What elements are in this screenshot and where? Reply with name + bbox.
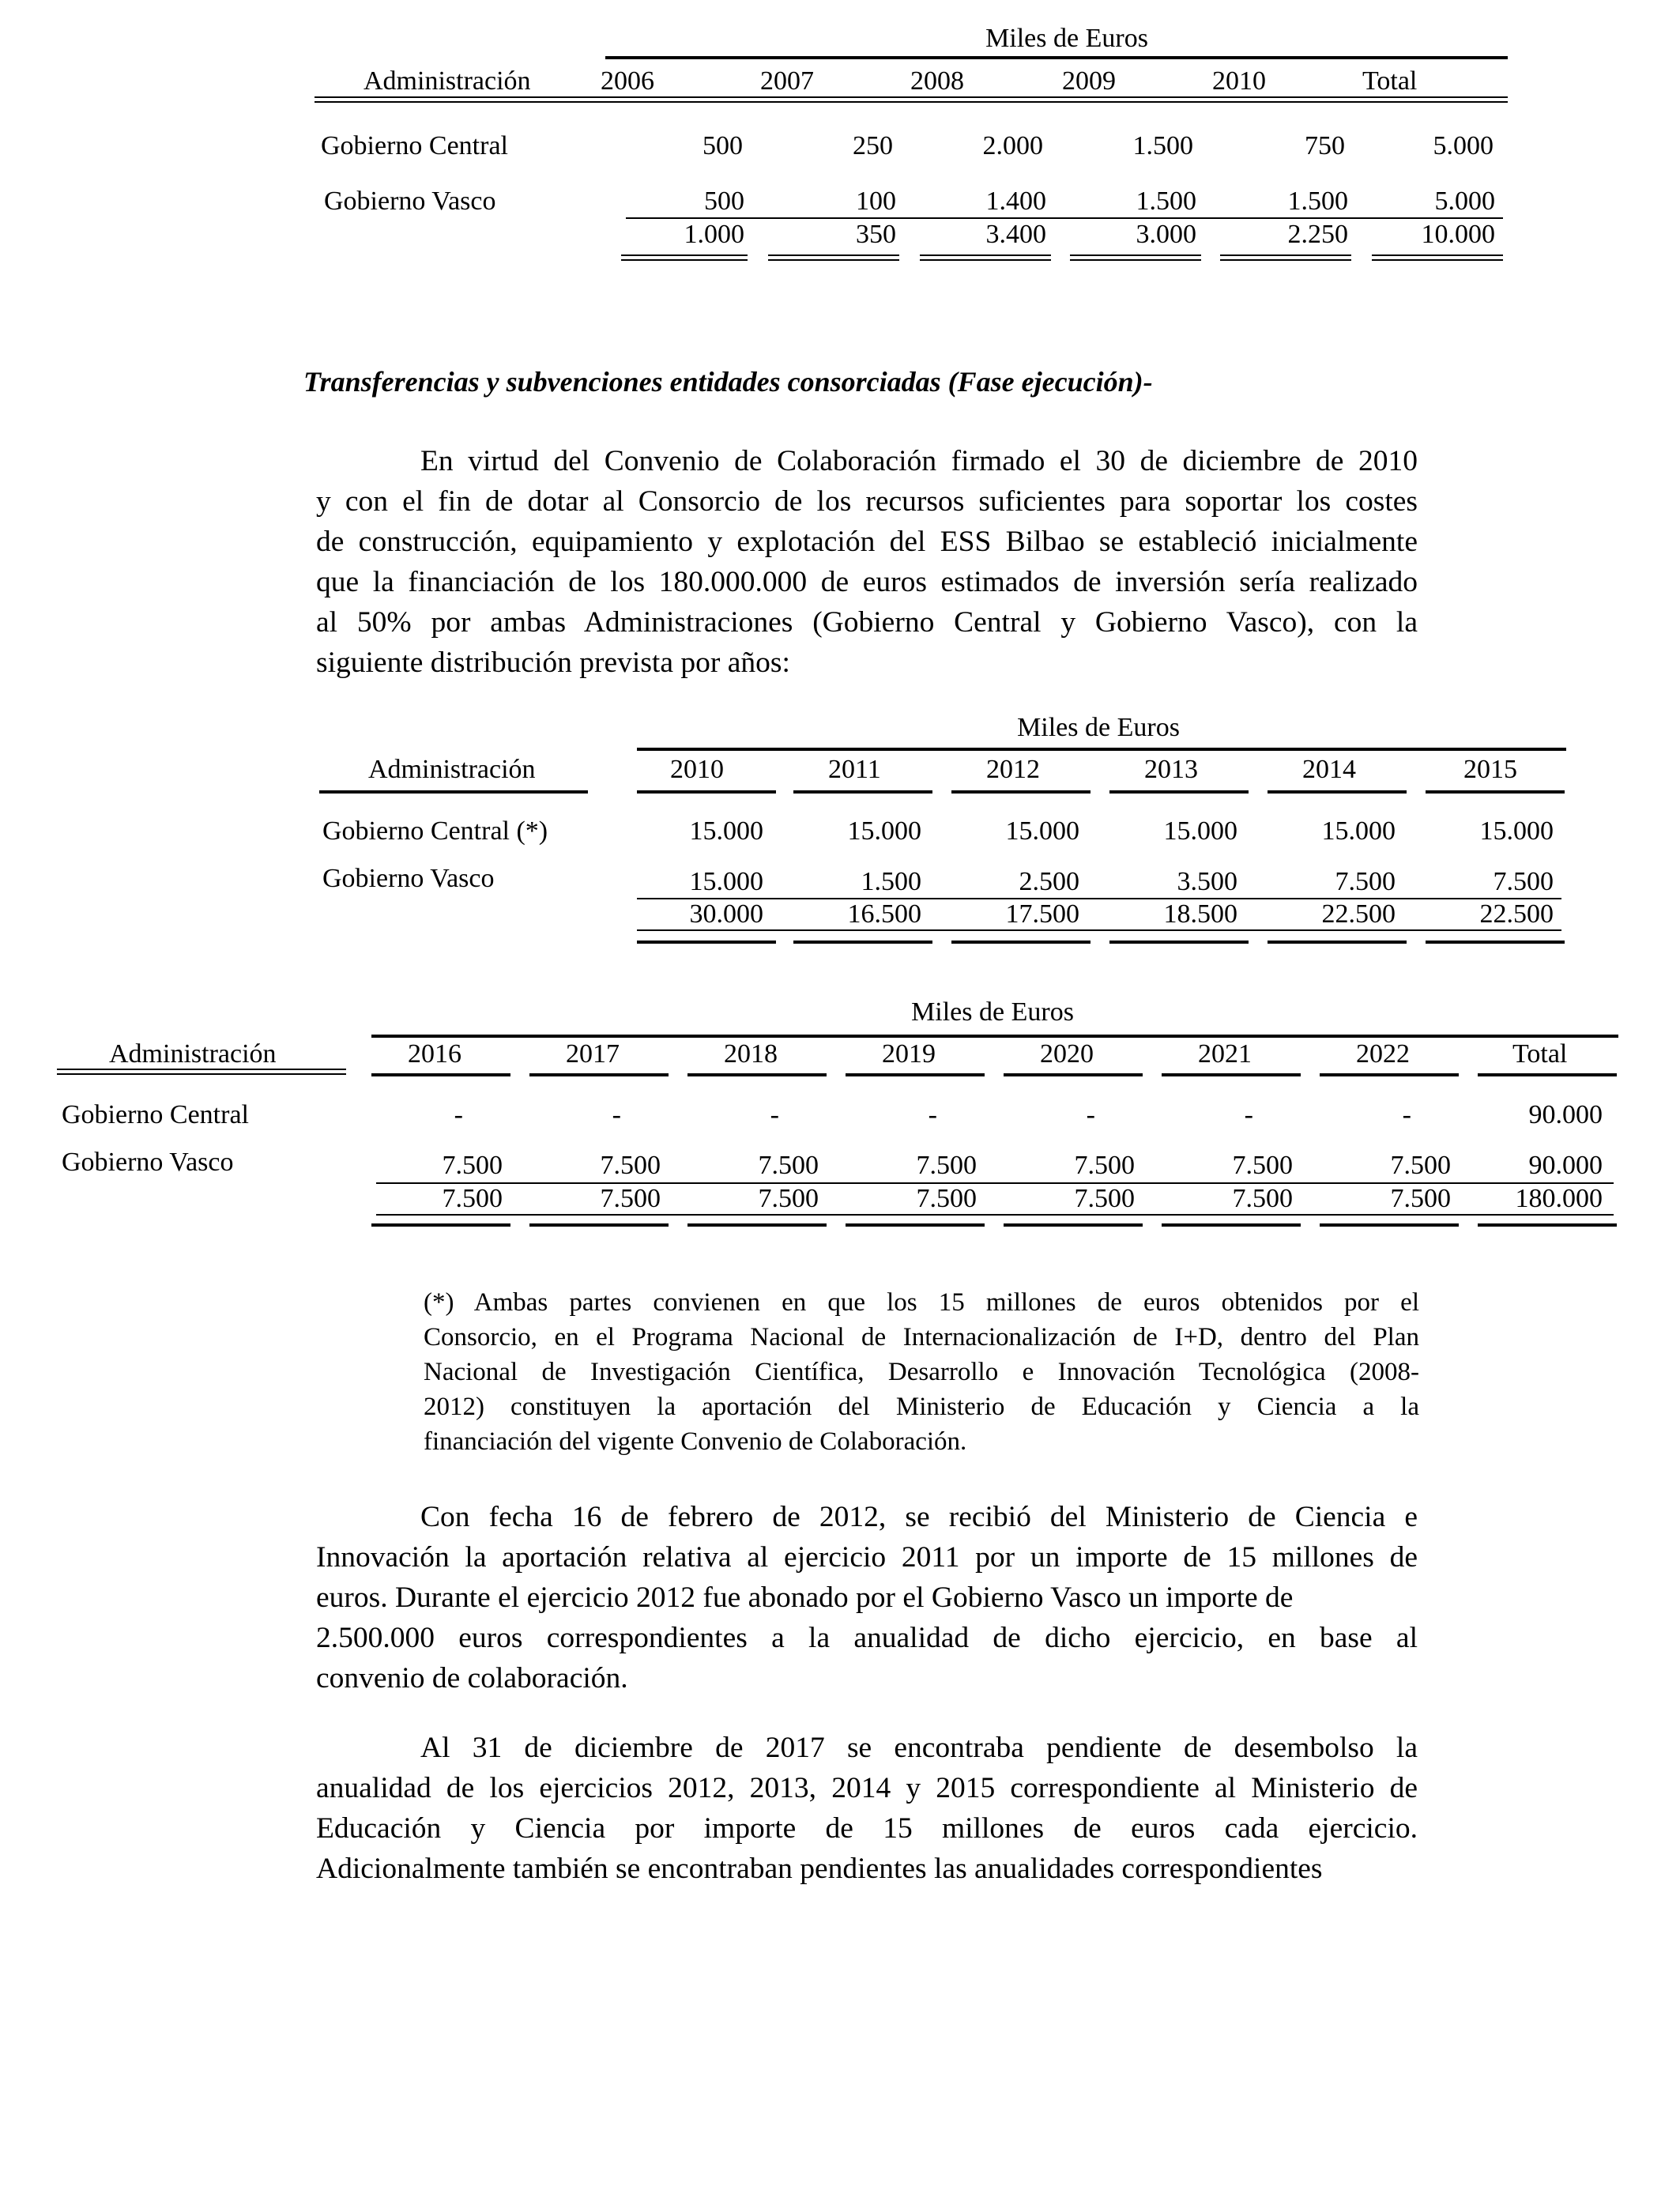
table-year-header: 2014 [1302, 755, 1356, 784]
total-cell: 22.500 [1479, 899, 1554, 929]
paragraph-convenio [316, 441, 1418, 683]
table-year-header: 2011 [828, 755, 881, 784]
table-admin-header: Administración [109, 1039, 277, 1069]
total-underline [637, 929, 1561, 931]
table-cell: 7.500 [758, 1151, 819, 1180]
table-cell: 2.500 [1019, 867, 1079, 896]
table-cell: 250 [853, 131, 893, 160]
total-cell: 7.500 [916, 1184, 977, 1213]
table-year-header: 2020 [1040, 1039, 1094, 1069]
table-cell: 3.500 [1177, 867, 1237, 896]
table-header-underline [1268, 790, 1407, 794]
table-header-underline [1320, 1073, 1459, 1076]
table-cell: 500 [703, 131, 743, 160]
paragraph-line: y con el fin de dotar al Consorcio de los recursos suficientes para soportar los costes [316, 485, 1418, 518]
table-header-underline [529, 1073, 669, 1076]
table-cell: 15.000 [689, 816, 763, 846]
total-double-rule [637, 941, 776, 944]
table-cell: - [770, 1100, 779, 1129]
total-double-rule [1109, 941, 1249, 944]
table-cell: 100 [856, 187, 896, 216]
paragraph-ministerio-2012 [316, 1497, 1418, 1698]
table-year-header: 2010 [1212, 66, 1266, 96]
table-cell: 7.500 [1493, 867, 1554, 896]
table-header-underline [1004, 1073, 1143, 1076]
paragraph-line: 2.500.000 euros correspondientes a la anualidad de dicho ejercicio, en base al [316, 1622, 1418, 1654]
table-unit-label: Miles de Euros [1017, 713, 1180, 742]
table-cell: 7.500 [442, 1151, 503, 1180]
table-header-underline [1478, 1073, 1617, 1076]
table-header-rule [605, 56, 1508, 59]
table-cell: 5.000 [1433, 131, 1494, 160]
table-cell: 15.000 [1321, 816, 1396, 846]
table-cell: 90.000 [1528, 1151, 1603, 1180]
table-cell: 15.000 [1479, 816, 1554, 846]
table-unit-label: Miles de Euros [985, 24, 1148, 53]
total-cell: 7.500 [1074, 1184, 1135, 1213]
table-cell: 7.500 [1232, 1151, 1293, 1180]
table-year-header: Total [1362, 66, 1418, 96]
footnote-line: Nacional de Investigación Científica, Desarrollo e Innovación Tecnológica (2008- [424, 1358, 1419, 1386]
paragraph-line: al 50% por ambas Administraciones (Gobierno Central y Gobierno Vasco), con la [316, 606, 1418, 639]
table-cell: - [612, 1100, 621, 1129]
table-header-underline [687, 1073, 827, 1076]
paragraph-line: siguiente distribución prevista por años: [316, 647, 790, 679]
total-cell: 3.000 [1136, 220, 1196, 249]
row-label: Gobierno Central [321, 131, 508, 160]
row-label: Gobierno Vasco [62, 1148, 234, 1177]
total-cell: 7.500 [1232, 1184, 1293, 1213]
table-admin-header: Administración [368, 755, 536, 784]
total-cell: 350 [856, 220, 896, 249]
total-double-rule [1220, 254, 1351, 261]
total-double-rule [621, 254, 748, 261]
table-year-header: 2009 [1062, 66, 1116, 96]
total-double-rule [1162, 1223, 1301, 1227]
table-year-header: 2021 [1198, 1039, 1252, 1069]
table-year-header: 2013 [1144, 755, 1198, 784]
table-year-header: 2007 [760, 66, 814, 96]
total-cell: 10.000 [1421, 220, 1495, 249]
footnote [424, 1285, 1419, 1459]
table-year-header: 2018 [724, 1039, 778, 1069]
table-year-header: 2008 [910, 66, 964, 96]
table-cell: 7.500 [1074, 1151, 1135, 1180]
table-cell: 1.500 [861, 867, 921, 896]
paragraph-line: Con fecha 16 de febrero de 2012, se recibió del Ministerio de Ciencia e [420, 1501, 1418, 1533]
table-cell: - [1244, 1100, 1253, 1129]
table-cell: 7.500 [1335, 867, 1396, 896]
table-cell: 15.000 [1163, 816, 1237, 846]
table-header-underline [371, 1073, 510, 1076]
total-cell: 3.400 [985, 220, 1046, 249]
table-header-underline [57, 1069, 346, 1075]
table-cell: - [1086, 1100, 1095, 1129]
table-year-header: 2017 [566, 1039, 620, 1069]
total-underline [376, 1214, 1614, 1216]
table-cell: 2.000 [982, 131, 1043, 160]
table-year-header: 2015 [1463, 755, 1517, 784]
subtotal-rule [626, 217, 1503, 219]
table-header-underline [846, 1073, 985, 1076]
table-cell: 15.000 [847, 816, 921, 846]
total-cell: 7.500 [600, 1184, 661, 1213]
row-label: Gobierno Vasco [322, 864, 495, 893]
table-header-underline [793, 790, 932, 794]
total-double-rule [793, 941, 932, 944]
table-header-underline [951, 790, 1090, 794]
total-double-rule [1268, 941, 1407, 944]
row-label: Gobierno Vasco [324, 187, 496, 216]
total-cell: 7.500 [1390, 1184, 1451, 1213]
table-header-rule [371, 1035, 1618, 1038]
paragraph-line: que la financiación de los 180.000.000 de euros estimados de inversión sería realizado [316, 566, 1418, 598]
total-double-rule [951, 941, 1090, 944]
table-year-header: 2022 [1356, 1039, 1410, 1069]
footnote-line: 2012) constituyen la aportación del Ministerio de Educación y Ciencia a la [424, 1393, 1419, 1421]
paragraph-line: En virtud del Convenio de Colaboración firmado el 30 de diciembre de 2010 [420, 445, 1418, 477]
table-year-header: 2012 [986, 755, 1040, 784]
total-double-rule [529, 1223, 669, 1227]
paragraph-line: Innovación la aportación relativa al ejercicio 2011 por un importe de 15 millones de [316, 1541, 1418, 1574]
total-double-rule [1004, 1223, 1143, 1227]
row-label: Gobierno Central (*) [322, 816, 548, 846]
table-cell: 1.500 [1132, 131, 1193, 160]
table-cell: 1.500 [1136, 187, 1196, 216]
paragraph-line: Al 31 de diciembre de 2017 se encontraba pendiente de desembolso la [420, 1732, 1418, 1764]
total-cell: 180.000 [1515, 1184, 1603, 1213]
footnote-line: financiación del vigente Convenio de Colaboración. [424, 1427, 967, 1456]
table-year-header: 2019 [882, 1039, 936, 1069]
table-year-header: 2016 [408, 1039, 461, 1069]
total-cell: 7.500 [442, 1184, 503, 1213]
total-cell: 7.500 [758, 1184, 819, 1213]
total-double-rule [687, 1223, 827, 1227]
table-unit-label: Miles de Euros [911, 997, 1074, 1027]
total-double-rule [768, 254, 899, 261]
footnote-line: Consorcio, en el Programa Nacional de Internacionalización de I+D, dentro del Plan [424, 1323, 1419, 1351]
table-cell: 750 [1305, 131, 1345, 160]
table-header-rule [637, 748, 1566, 751]
paragraph-line: euros. Durante el ejercicio 2012 fue abonado por el Gobierno Vasco un importe de [316, 1581, 1294, 1614]
total-double-rule [846, 1223, 985, 1227]
table-cell: 90.000 [1528, 1100, 1603, 1129]
table-cell: 500 [704, 187, 744, 216]
table-cell: - [1402, 1100, 1411, 1129]
table-cell: 7.500 [1390, 1151, 1451, 1180]
paragraph-pendiente-2017 [316, 1728, 1418, 1889]
table-header-underline [637, 790, 776, 794]
table-header-underline [1426, 790, 1565, 794]
total-cell: 1.000 [684, 220, 744, 249]
table-cell: - [454, 1100, 463, 1129]
table-cell: 15.000 [1005, 816, 1079, 846]
total-cell: 17.500 [1005, 899, 1079, 929]
table-cell: 7.500 [600, 1151, 661, 1180]
total-cell: 22.500 [1321, 899, 1396, 929]
total-cell: 30.000 [689, 899, 763, 929]
table-header-underline [319, 790, 588, 794]
total-double-rule [1070, 254, 1201, 261]
total-cell: 2.250 [1287, 220, 1348, 249]
total-double-rule [1426, 941, 1565, 944]
table-year-header: Total [1512, 1039, 1568, 1069]
table-header-underline [315, 96, 1508, 103]
paragraph-line: convenio de colaboración. [316, 1662, 628, 1695]
table-cell: 7.500 [916, 1151, 977, 1180]
total-double-rule [920, 254, 1051, 261]
table-header-underline [1109, 790, 1249, 794]
row-label: Gobierno Central [62, 1100, 249, 1129]
table-cell: 1.400 [985, 187, 1046, 216]
paragraph-line: de construcción, equipamiento y explotación del ESS Bilbao se estableció inicialmente [316, 526, 1418, 558]
total-double-rule [371, 1223, 510, 1227]
total-double-rule [1478, 1223, 1617, 1227]
paragraph-line: Adicionalmente también se encontraban pendientes las anualidades correspondientes [316, 1853, 1323, 1885]
section-heading: Transferencias y subvenciones entidades consorciadas (Fase ejecución)- [303, 366, 1153, 398]
table-cell: 1.500 [1287, 187, 1348, 216]
total-double-rule [1372, 254, 1503, 261]
table-cell: 5.000 [1434, 187, 1495, 216]
table-cell: - [928, 1100, 937, 1129]
paragraph-line: Educación y Ciencia por importe de 15 millones de euros cada ejercicio. [316, 1812, 1418, 1845]
table-cell: 15.000 [689, 867, 763, 896]
table-header-underline [1162, 1073, 1301, 1076]
table-year-header: 2006 [601, 66, 654, 96]
footnote-line: (*) Ambas partes convienen en que los 15 millones de euros obtenidos por el [424, 1288, 1419, 1317]
table-admin-header: Administración [363, 66, 531, 96]
paragraph-line: anualidad de los ejercicios 2012, 2013, 2014 y 2015 correspondiente al Ministerio de [316, 1772, 1418, 1804]
total-double-rule [1320, 1223, 1459, 1227]
total-cell: 16.500 [847, 899, 921, 929]
total-cell: 18.500 [1163, 899, 1237, 929]
table-year-header: 2010 [670, 755, 724, 784]
